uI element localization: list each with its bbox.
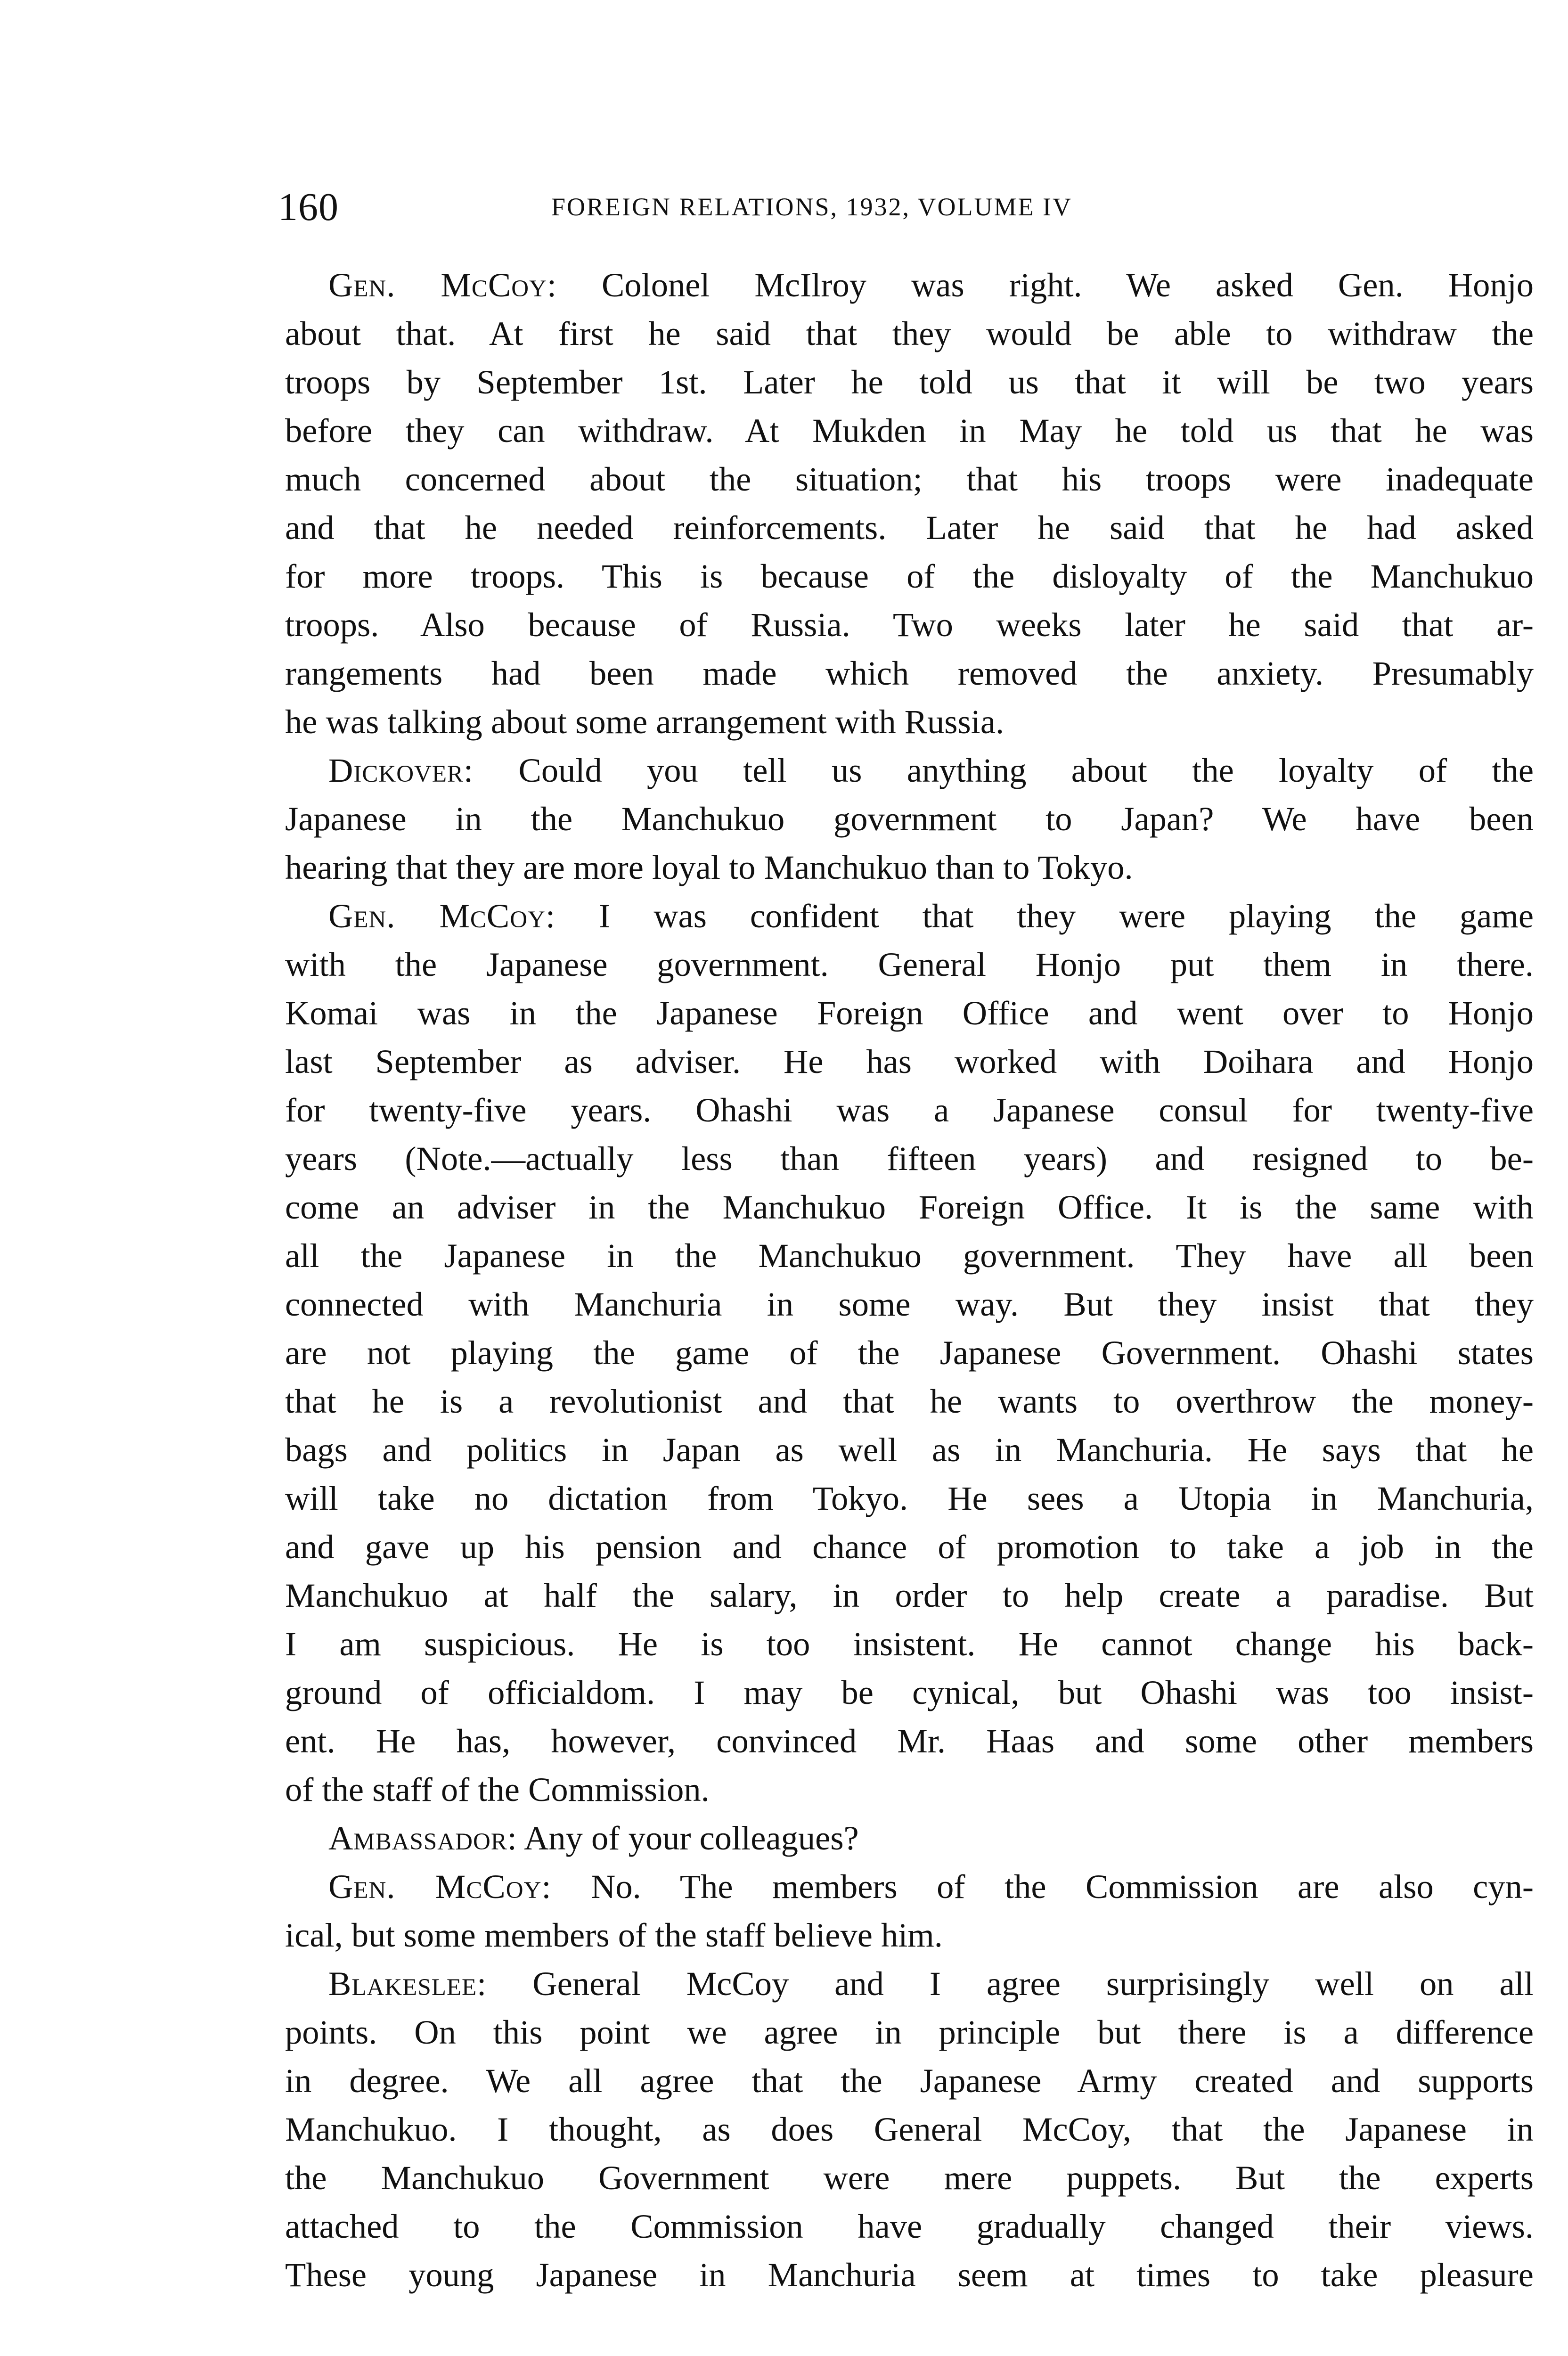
speaker-label: Gen. McCoy: — [328, 897, 556, 935]
line-text: Any of your colleagues? — [524, 1819, 859, 1857]
text-line: Manchukuo. I thought, as does General McCoy, that the Japanese in — [285, 2110, 1534, 2148]
text-line: attached to the Commission have gradually changed their views. — [285, 2207, 1534, 2245]
line-text: Colonel McIlroy was right. We asked Gen. Honjo — [601, 266, 1534, 304]
text-line: all the Japanese in the Manchukuo government. They have all been — [285, 1236, 1534, 1275]
speaker-label: Dickover: — [328, 751, 474, 789]
paragraph — [285, 1814, 1534, 1862]
running-head: FOREIGN RELATIONS, 1932, VOLUME IV — [551, 193, 1072, 221]
line-text: General McCoy and I agree surprisingly well on all — [532, 1964, 1534, 2003]
text-line: about that. At first he said that they would be able to withdraw the — [285, 314, 1534, 352]
text-line — [285, 1959, 1534, 2008]
paragraph — [285, 1959, 1534, 2299]
body-text — [285, 261, 1534, 2299]
text-line: bags and politics in Japan as well as in Manchuria. He says that he — [285, 1431, 1534, 1469]
line-text: Could you tell us anything about the loyalty of the — [518, 751, 1534, 789]
text-line: connected with Manchuria in some way. But they insist that they — [285, 1285, 1534, 1323]
text-line: that he is a revolutionist and that he wants to overthrow the money- — [285, 1382, 1534, 1420]
text-line: come an adviser in the Manchukuo Foreign Office. It is the same with — [285, 1188, 1534, 1226]
text-line: troops. Also because of Russia. Two weeks later he said that ar- — [285, 605, 1534, 644]
text-line: and that he needed reinforcements. Later he said that he had asked — [285, 508, 1534, 547]
text-line — [285, 261, 1534, 309]
text-line: hearing that they are more loyal to Manchukuo than to Tokyo. — [285, 848, 1133, 886]
text-line: before they can withdraw. At Mukden in May he told us that he was — [285, 411, 1534, 450]
text-line: Japanese in the Manchukuo government to Japan? We have been — [285, 800, 1534, 838]
page-header — [278, 179, 1263, 236]
text-line: will take no dictation from Tokyo. He sees a Utopia in Manchuria, — [285, 1479, 1534, 1517]
text-line: in degree. We all agree that the Japanese Army created and supports — [285, 2062, 1534, 2100]
text-line: years (Note.—actually less than fifteen years) and resigned to be- — [285, 1139, 1534, 1178]
text-line — [285, 1862, 1534, 1911]
speaker-label: Ambassador: — [328, 1819, 517, 1857]
text-line: for twenty-five years. Ohashi was a Japanese consul for twenty-five — [285, 1091, 1534, 1129]
line-text: I was confident that they were playing the game — [599, 897, 1534, 935]
text-line: the Manchukuo Government were mere puppets. But the experts — [285, 2159, 1534, 2197]
speaker-label: Gen. McCoy: — [328, 266, 557, 304]
text-line: last September as adviser. He has worked with Doihara and Honjo — [285, 1042, 1534, 1080]
page-number: 160 — [278, 185, 339, 229]
text-line: much concerned about the situation; that his troops were inadequate — [285, 460, 1534, 498]
text-line: ent. He has, however, convinced Mr. Haas and some other members — [285, 1722, 1534, 1760]
text-line — [285, 746, 1534, 794]
text-line — [285, 892, 1534, 940]
text-line: and gave up his pension and chance of promotion to take a job in the — [285, 1528, 1534, 1566]
speaker-label: Blakeslee: — [328, 1964, 487, 2003]
text-line: points. On this point we agree in principle but there is a difference — [285, 2013, 1534, 2051]
text-line: I am suspicious. He is too insistent. He cannot change his back- — [285, 1625, 1534, 1663]
text-line: for more troops. This is because of the disloyalty of the Manchukuo — [285, 557, 1534, 595]
text-line: are not playing the game of the Japanese Government. Ohashi states — [285, 1333, 1534, 1372]
text-line: of the staff of the Commission. — [285, 1770, 710, 1808]
text-line: he was talking about some arrangement with Russia. — [285, 703, 1004, 741]
paragraph — [285, 1862, 1534, 1959]
line-text: No. The members of the Commission are also cyn- — [590, 1867, 1534, 1906]
text-line: troops by September 1st. Later he told us that it will be two years — [285, 363, 1534, 401]
paragraph — [285, 892, 1534, 1814]
text-line: Manchukuo at half the salary, in order to help create a paradise. But — [285, 1576, 1534, 1614]
speaker-label: Gen. McCoy: — [328, 1867, 552, 1906]
paragraph — [285, 261, 1534, 746]
text-line: These young Japanese in Manchuria seem at times to take pleasure — [285, 2256, 1534, 2294]
paragraph — [285, 746, 1534, 892]
text-line: ground of officialdom. I may be cynical, but Ohashi was too insist- — [285, 1673, 1534, 1711]
text-line: Komai was in the Japanese Foreign Office and went over to Honjo — [285, 994, 1534, 1032]
text-line: ical, but some members of the staff believe him. — [285, 1916, 943, 1954]
text-line: with the Japanese government. General Honjo put them in there. — [285, 945, 1534, 983]
text-line: rangements had been made which removed the anxiety. Presumably — [285, 654, 1534, 692]
text-line — [285, 1814, 1534, 1862]
